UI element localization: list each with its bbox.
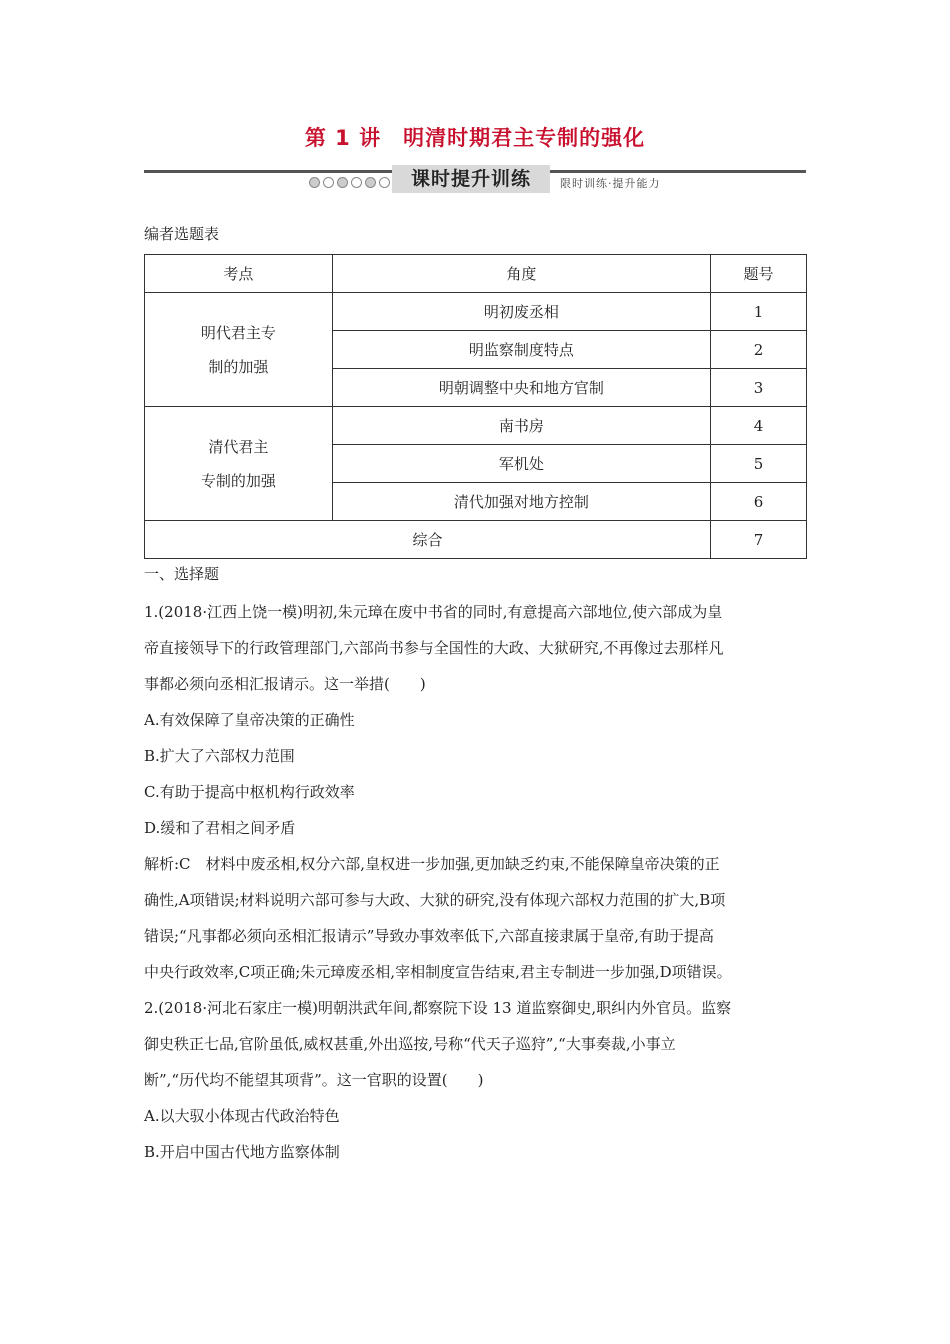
angle-cell: 明初废丞相	[332, 293, 710, 331]
header-cell: 题号	[711, 255, 807, 293]
option: C.有助于提高中枢机构行政效率	[144, 783, 355, 801]
banner-label: 课时提升训练	[392, 165, 550, 193]
number-cell: 7	[711, 521, 807, 559]
banner-dots	[309, 177, 404, 188]
angle-cell: 南书房	[332, 407, 710, 445]
topic-cell	[145, 293, 333, 407]
angle-cell: 清代加强对地方控制	[332, 483, 710, 521]
option: A.有效保障了皇帝决策的正确性	[144, 711, 355, 729]
dot-icon	[309, 177, 320, 188]
option: D.缓和了君相之间矛盾	[144, 819, 296, 837]
question-line: 1.(2018·江西上饶一模)明初,朱元璋在废中书省的同时,有意提高六部地位,使六部成为皇	[144, 603, 723, 621]
question-line: 帝直接领导下的行政管理部门,六部尚书参与全国性的大政、大狱研究,不再像过去那样凡	[144, 639, 724, 657]
number-cell: 4	[711, 407, 807, 445]
analysis-line: 错误;“凡事都必须向丞相汇报请示”导致办事效率低下,六部直接隶属于皇帝,有助于提高	[144, 927, 714, 945]
question-line: 事都必须向丞相汇报请示。这一举措( )	[144, 675, 426, 693]
table-caption: 编者选题表	[144, 225, 220, 243]
analysis-line: 确性,A项错误;材料说明六部可参与大政、大狱的研究,没有体现六部权力范围的扩大,B项	[144, 891, 726, 909]
topic-text: 清代君主	[208, 437, 269, 456]
table-header-row	[145, 255, 807, 293]
section-banner	[144, 168, 806, 194]
banner-subtitle: 限时训练·提升能力	[560, 177, 661, 190]
option: A.以大驭小体现古代政治特色	[144, 1107, 340, 1125]
dot-icon	[337, 177, 348, 188]
section-heading: 一、选择题	[144, 565, 220, 583]
header-cell: 角度	[332, 255, 710, 293]
question-1	[144, 594, 808, 1170]
topic-text: 制的加强	[208, 357, 269, 376]
header-cell: 考点	[145, 255, 333, 293]
question-line: 御史秩正七品,官阶虽低,威权甚重,外出巡按,号称“代天子巡狩”,“大事奏裁,小事立	[144, 1035, 676, 1053]
dot-icon	[379, 177, 390, 188]
number-cell: 1	[711, 293, 807, 331]
dot-icon	[365, 177, 376, 188]
topic-text: 明代君主专	[200, 323, 276, 342]
dot-icon	[351, 177, 362, 188]
table-row	[145, 293, 807, 331]
number-cell: 5	[711, 445, 807, 483]
number-cell: 6	[711, 483, 807, 521]
angle-cell: 军机处	[332, 445, 710, 483]
angle-cell: 明朝调整中央和地方官制	[332, 369, 710, 407]
table-row	[145, 407, 807, 445]
analysis-line: 中央行政效率,C项正确;朱元璋废丞相,宰相制度宣告结束,君主专制进一步加强,D项错误。	[144, 963, 732, 981]
analysis-line: 解析:C 材料中废丞相,权分六部,皇权进一步加强,更加缺乏约束,不能保障皇帝决策的正	[144, 855, 720, 873]
dot-icon	[323, 177, 334, 188]
question-line: 断”,“历代均不能望其项背”。这一官职的设置( )	[144, 1071, 484, 1089]
topic-table	[144, 254, 807, 559]
option: B.扩大了六部权力范围	[144, 747, 295, 765]
topic-text: 专制的加强	[200, 471, 276, 490]
option: B.开启中国古代地方监察体制	[144, 1143, 340, 1161]
number-cell: 3	[711, 369, 807, 407]
number-cell: 2	[711, 331, 807, 369]
summary-cell: 综合	[145, 521, 711, 559]
topic-cell	[145, 407, 333, 521]
question-line: 2.(2018·河北石家庄一模)明朝洪武年间,都察院下设 13 道监察御史,职纠内外官员。监察	[144, 999, 732, 1017]
table-row	[145, 521, 807, 559]
lesson-title: 第 1 讲 明清时期君主专制的强化	[304, 126, 646, 150]
angle-cell: 明监察制度特点	[332, 331, 710, 369]
